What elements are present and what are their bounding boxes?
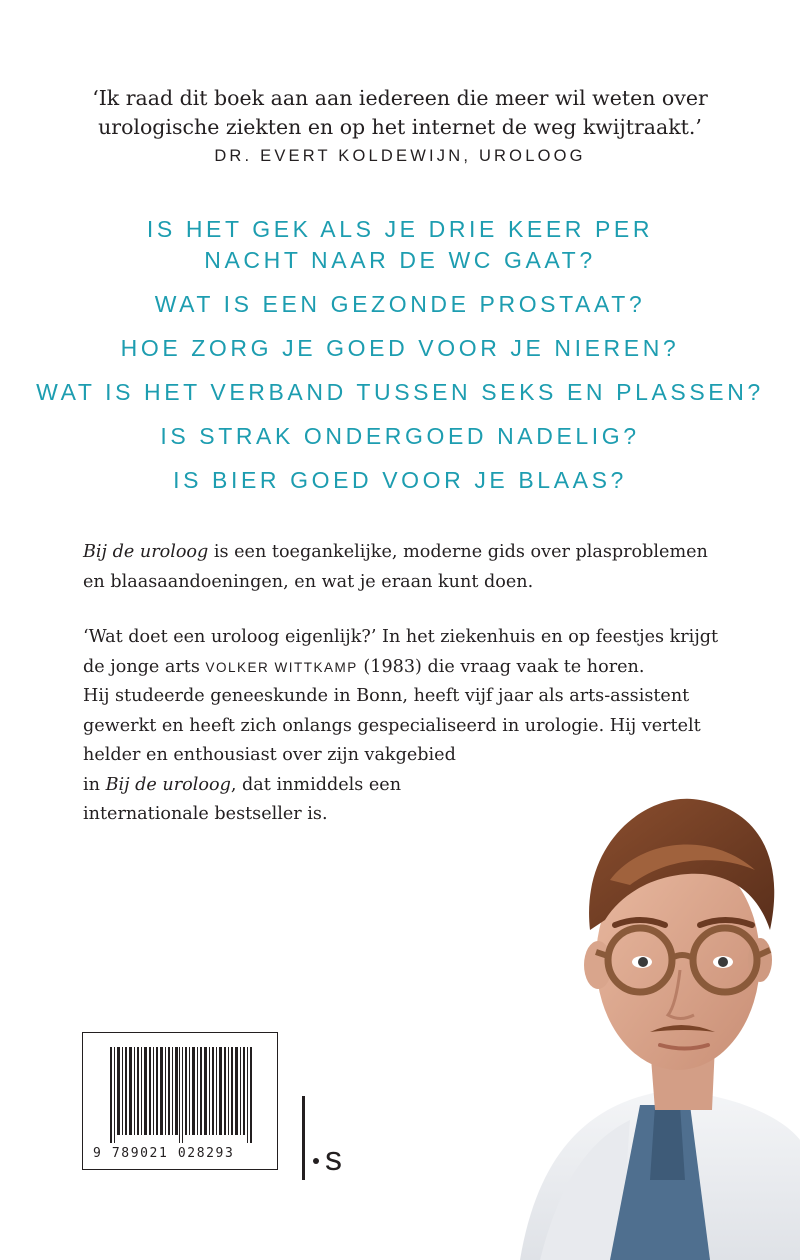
author-name: VOLKER WITTKAMP bbox=[205, 659, 358, 675]
publisher-logo bbox=[302, 1096, 372, 1182]
bio-line-2-pre: de jonge arts bbox=[83, 656, 206, 677]
author-photo bbox=[480, 760, 800, 1260]
question-1 bbox=[0, 214, 800, 245]
bio-line-2 bbox=[83, 653, 783, 683]
bio-line-3: Hij studeerde geneeskunde in Bonn, heeft vijf jaar als arts-assistent bbox=[83, 686, 690, 706]
bio-line-1: ‘Wat doet een uroloog eigenlijk?’ In het ziekenhuis en op feestjes krijgt bbox=[83, 627, 719, 647]
isbn-number: 9 789021 028293 bbox=[93, 1146, 235, 1161]
question-1-line-2: NACHT NAAR DE WC GAAT? bbox=[204, 247, 596, 273]
question-3: HOE ZORG JE GOED VOOR JE NIEREN? bbox=[120, 335, 680, 361]
intro-line-1-rest: is een toegankelijke, moderne gids over plasproblemen bbox=[208, 542, 708, 562]
bio-line-4: gewerkt en heeft zich onlangs gespecialiseerd in urologie. Hij vertelt bbox=[83, 715, 701, 736]
logo-vertical-bar bbox=[302, 1096, 305, 1180]
quote-line-1: ‘Ik raad dit boek aan aan iedereen die meer wil weten over bbox=[92, 86, 708, 110]
author-portrait-illustration bbox=[480, 760, 800, 1260]
isbn-barcode bbox=[82, 1032, 278, 1170]
intro-paragraph bbox=[83, 538, 783, 597]
logo-letter: s bbox=[325, 1140, 342, 1178]
bio-line-2-post: (1983) die vraag vaak te horen. bbox=[357, 656, 645, 677]
quote-author: DR. EVERT KOLDEWIJN, UROLOOG bbox=[214, 147, 586, 165]
question-4: WAT IS HET VERBAND TUSSEN SEKS EN PLASSEN? bbox=[36, 379, 764, 405]
question-list bbox=[0, 214, 800, 509]
barcode-bars bbox=[83, 1033, 277, 1145]
bio-line-6-pre: in bbox=[83, 774, 106, 795]
question-1-line-1: IS HET GEK ALS JE DRIE KEER PER bbox=[146, 216, 654, 242]
bio-line-7: internationale bestseller is. bbox=[83, 804, 328, 824]
logo-dot bbox=[313, 1158, 319, 1164]
endorsement-quote bbox=[0, 84, 800, 142]
bio-line-6-post: , dat inmiddels een bbox=[230, 774, 402, 795]
question-5: IS STRAK ONDERGOED NADELIG? bbox=[160, 423, 640, 449]
quote-line-2: urologische ziekten en op het internet de weg kwijtraakt.’ bbox=[98, 115, 702, 139]
intro-line-1 bbox=[83, 538, 783, 568]
bio-line-5: helder en enthousiast over zijn vakgebied bbox=[83, 745, 456, 765]
intro-line-2: en blaasaandoeningen, en wat je eraan kunt doen. bbox=[83, 571, 534, 592]
question-1-continued bbox=[0, 245, 800, 276]
question-6: IS BIER GOED VOOR JE BLAAS? bbox=[173, 467, 627, 493]
bio-book-title: Bij de uroloog bbox=[105, 774, 231, 795]
question-2: WAT IS EEN GEZONDE PROSTAAT? bbox=[154, 291, 646, 317]
book-title-italic: Bij de uroloog bbox=[83, 542, 209, 562]
